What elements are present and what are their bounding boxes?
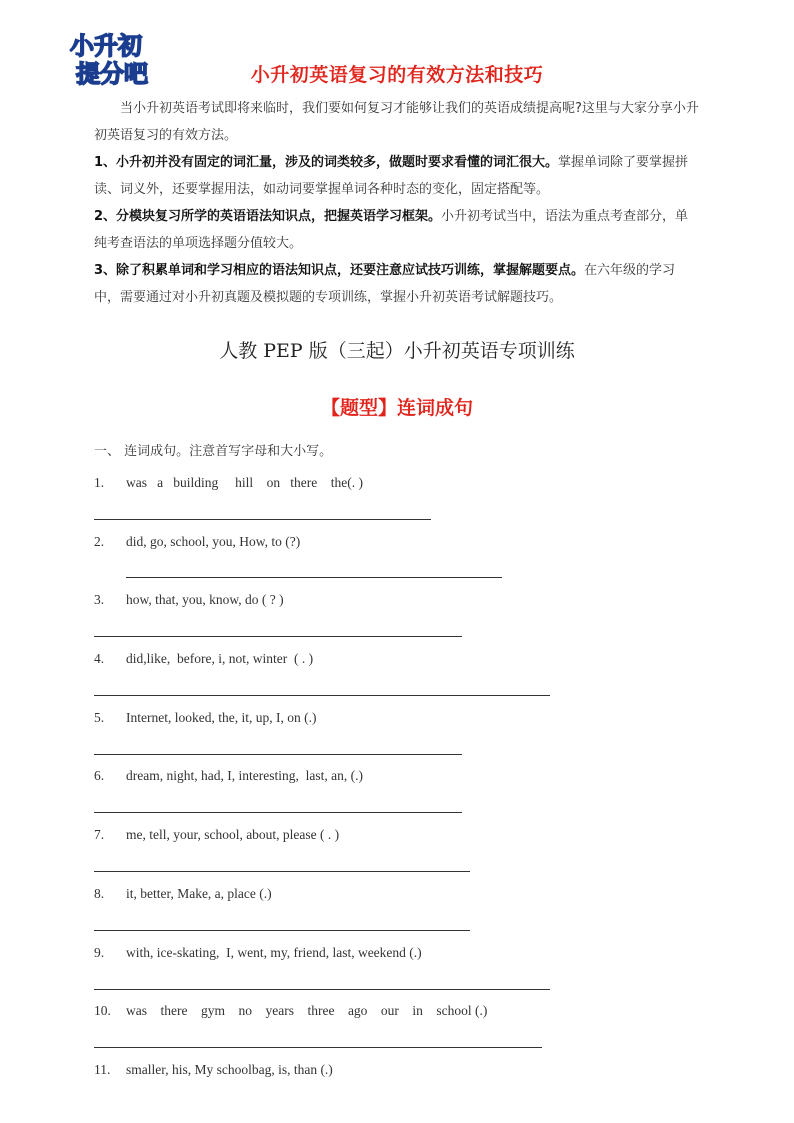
question-number: 9. (94, 945, 105, 960)
tip-2 (94, 203, 699, 257)
page-title: 小升初英语复习的有效方法和技巧 (250, 64, 544, 86)
question-number: 1. (94, 475, 105, 490)
answer-line-1[interactable] (94, 519, 431, 520)
answer-line-6[interactable] (94, 812, 462, 813)
tip-2-heading: 2、分模块复习所学的英语语法知识点，把握英语学习框架。 (94, 209, 442, 224)
question-4 (94, 651, 313, 667)
question-number: 7. (94, 827, 105, 842)
question-number: 4. (94, 651, 105, 666)
question-words: Internet, looked, the, it, up, I, on (.) (126, 710, 317, 725)
question-7 (94, 827, 339, 843)
question-words: dream, night, had, I, interesting, last, an, (.) (126, 768, 363, 783)
intro-paragraph: 当小升初英语考试即将来临时，我们要如何复习才能够让我们的英语成绩提高呢?这里与大家分享小升初英语复习的有效方法。 (94, 101, 699, 143)
question-number: 8. (94, 886, 105, 901)
tip-2-body: 小升初考试当中，语法为重点考查部分，单纯考查语法的单项选择题分值较大。 (94, 209, 689, 251)
question-9 (94, 945, 422, 961)
answer-line-8[interactable] (94, 930, 470, 931)
question-words: me, tell, your, school, about, please ( . ) (126, 827, 340, 842)
answer-line-3[interactable] (94, 636, 462, 637)
intro-text (94, 95, 699, 311)
answer-line-7[interactable] (94, 871, 470, 872)
question-10 (94, 1003, 487, 1019)
tip-3-heading: 3、除了积累单词和学习相应的语法知识点，还要注意应试技巧训练，掌握解题要点。 (94, 263, 585, 278)
question-words: with, ice-skating, I, went, my, friend, last, weekend (.) (126, 945, 422, 960)
logo-text-line2: 提分吧 (76, 60, 148, 88)
question-words: it, better, Make, a, place (.) (126, 886, 272, 901)
question-words: smaller, his, My schoolbag, is, than (.) (126, 1062, 333, 1077)
question-number: 11. (94, 1062, 111, 1077)
answer-line-9[interactable] (94, 989, 550, 990)
tip-1-heading: 1、小升初并没有固定的词汇量，涉及的词类较多，做题时要求看懂的词汇很大。 (94, 155, 559, 170)
question-8 (94, 886, 272, 902)
question-type-title: 【题型】连词成句 (320, 397, 473, 419)
question-words: did,like, before, i, not, winter ( . ) (126, 651, 314, 666)
question-number: 10. (94, 1003, 111, 1018)
question-5 (94, 710, 316, 726)
tip-3-body: 在六年级的学习中，需要通过对小升初真题及模拟题的专项训练，掌握小升初英语考试解题技巧。 (94, 263, 676, 305)
question-words: was there gym no years three ago our in school (.) (126, 1003, 488, 1018)
question-words: how, that, you, know, do ( ? ) (126, 592, 284, 607)
question-1 (94, 475, 363, 491)
question-11 (94, 1062, 333, 1078)
answer-line-2[interactable] (126, 577, 502, 578)
answer-line-10[interactable] (94, 1047, 542, 1048)
answer-line-4[interactable] (94, 695, 550, 696)
question-number: 3. (94, 592, 105, 607)
question-words: did, go, school, you, How, to (?) (126, 534, 301, 549)
section-subtitle: 人教 PEP 版（三起）小升初英语专项训练 (219, 340, 575, 362)
question-3 (94, 592, 284, 608)
logo-text-line1: 小升初 (70, 32, 142, 60)
question-number: 6. (94, 768, 105, 783)
question-6 (94, 768, 363, 784)
question-2 (94, 534, 300, 550)
answer-line-5[interactable] (94, 754, 462, 755)
tip-3 (94, 257, 699, 311)
tip-1-body: 掌握单词除了要掌握拼读、词义外，还要掌握用法，如动词要掌握单词各种时态的变化，固定搭配等。 (94, 155, 689, 197)
question-words: was a building hill on there the(. ) (126, 475, 363, 490)
tip-1 (94, 149, 699, 203)
question-number: 5. (94, 710, 105, 725)
question-number: 2. (94, 534, 105, 549)
exercise-instruction: 一、 连词成句。注意首写字母和大小写。 (94, 444, 333, 459)
